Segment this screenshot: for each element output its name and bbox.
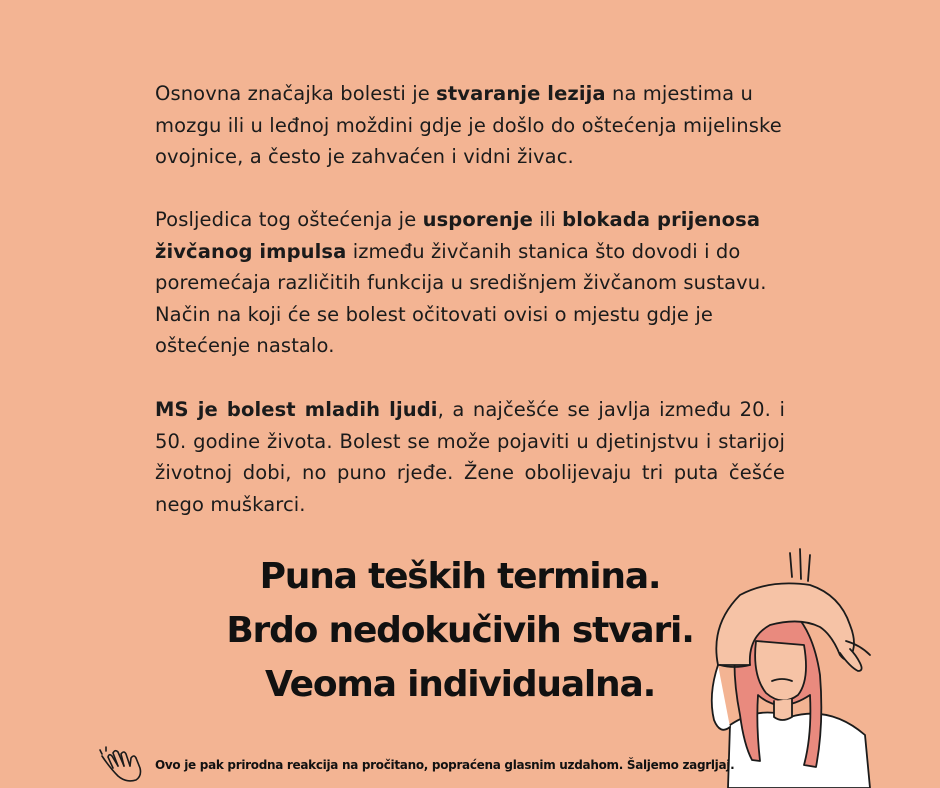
paragraph-consequence bbox=[155, 204, 785, 362]
p1-bold-lesions: stvaranje lezija bbox=[436, 82, 606, 105]
frustrated-woman-illustration bbox=[700, 545, 880, 788]
footnote-text: Ovo je pak prirodna reakcija na pročitano, popraćena glasnim uzdahom. Šaljemo zagrljaj. bbox=[155, 758, 735, 772]
p1-text-1: Osnovna značajka bolesti je bbox=[155, 82, 437, 105]
slogan-line-3: Veoma individualna. bbox=[264, 664, 656, 705]
p2-bold-slowdown: usporenje bbox=[422, 208, 533, 231]
slogan-line-2: Brdo nedokučivih stvari. bbox=[226, 610, 694, 651]
p2-text-1: Posljedica tog oštećenja je bbox=[155, 208, 423, 231]
paragraph-young-people bbox=[155, 394, 785, 520]
p3-bold-young: MS je bolest mladih ljudi bbox=[155, 398, 438, 421]
p3-text-1: , a najčešće se javlja između 20. i 50. godine života. Bolest se može pojaviti u djetinjstvu i starijoj životnoj dobi, no puno rjeđe. Žene obolijevaju tri puta češće nego muškarci. bbox=[155, 398, 785, 516]
waving-hand-icon bbox=[96, 746, 146, 786]
p2-text-2: ili bbox=[532, 208, 563, 231]
p2-bold-blockade: blokada prijenosa živčanog impulsa bbox=[155, 208, 761, 263]
p1-text-2: na mjestima u mozgu ili u leđnoj moždini gdje je došlo do oštećenja mijelinske ovojnice, a često je zahvaćen i vidni živac. bbox=[155, 82, 782, 168]
slogan-line-1: Puna teških termina. bbox=[259, 556, 661, 597]
paragraph-lesions bbox=[155, 78, 785, 173]
p2-text-3: između živčanih stanica što dovodi i do poremećaja različitih funkcija u središnjem živčanom sustavu. Način na koji će se bolest očitovati ovisi o mjestu gdje je oštećenje nastalo. bbox=[155, 239, 767, 357]
